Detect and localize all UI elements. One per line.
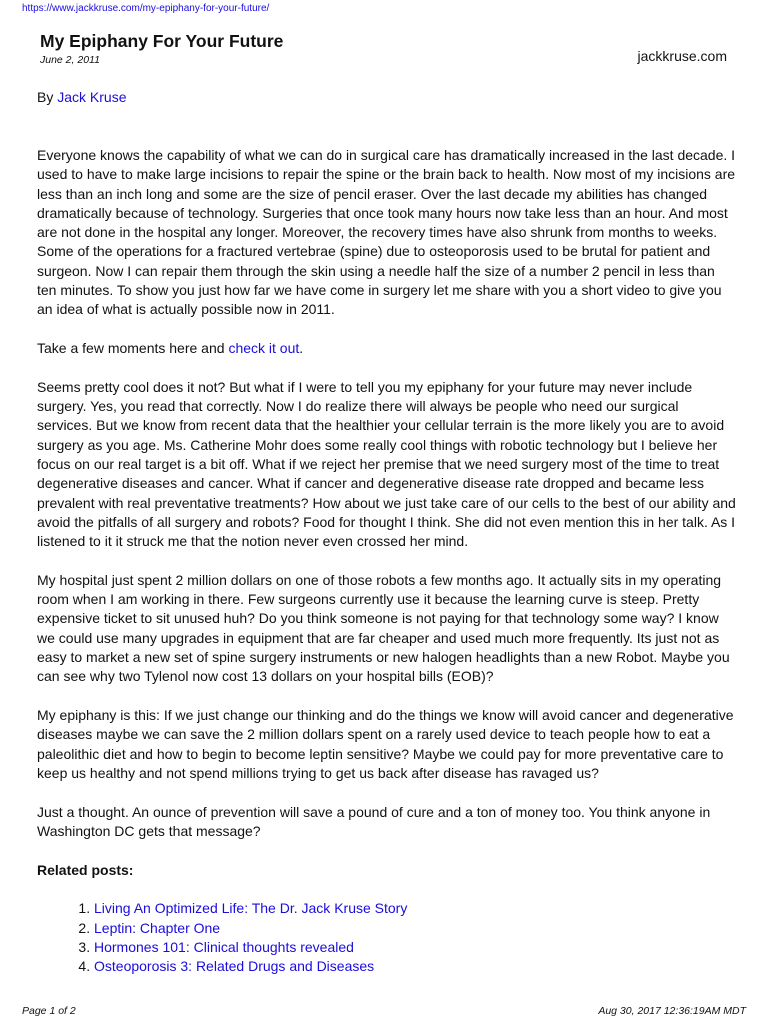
related-post-link[interactable]: Osteoporosis 3: Related Drugs and Diseases: [94, 958, 375, 975]
paragraph-2-end: .: [299, 340, 304, 357]
paragraph-3: Seems pretty cool does it not? But what if I were to tell you my epiphany for your future may never include surgery. Yes, you read that correctly. Now I do realize there will always be people who need our surgical services. But we know from recent data that the healthier your cellular terrain is the more likely you are to avoid surgery as you age. Ms. Catherine Mohr does some really cool things with robotic technology but I believe her focus on our real target is a bit off. What if we reject her premise that we need surgery most of the time to treat degenerative diseases and cancer. What if cancer and degenerative disease rate dropped and became less prevalent with real preventative treatments? How about we just take care of our cells to the best of our ability and avoid the pitfalls of all surgery and robots? Food for thought I think. She did not even mention this in her talk. As I listened to it it struck me that the notion never even crossed her mind.: [37, 378, 736, 550]
article-title: My Epiphany For Your Future: [40, 31, 284, 51]
article-body: [37, 146, 737, 976]
related-post-item: [94, 899, 737, 918]
site-name: jackkruse.com: [637, 48, 727, 64]
paragraph-4: My hospital just spent 2 million dollars on one of those robots a few months ago. It actually sits in my operating room when I am working in there. Few surgeons currently use it because the learning curve is steep. Pretty expensive ticket to sit unused huh? Do you think someone is not paying for that technology some way? I know we could use many upgrades in equipment that are far cheaper and used much more frequently. Its just not as easy to market a new set of spine surgery instruments or new halogen headlights than a new Robot. Maybe you can see why two Tylenol now cost 13 dollars on your hospital bills (EOB)?: [37, 571, 730, 685]
byline-prefix: By: [37, 89, 58, 105]
print-timestamp: Aug 30, 2017 12:36:19AM MDT: [598, 1005, 746, 1017]
related-post-item: [94, 919, 737, 938]
related-post-link[interactable]: Leptin: Chapter One: [94, 919, 221, 936]
paragraph-1: Everyone knows the capability of what we can do in surgical care has dramatically increased in the last decade. I used to have to make large incisions to repair the spine or the brain back to health. Now most of my incisions are less than an inch long and some are the size of pencil eraser. Over the last decade my abilities has changed dramatically because of technology. Surgeries that once took many hours now take less than an hour. And most are not done in the hospital any longer. Moreover, the recovery times have also shrunk from months to weeks. Some of the operations for a fractured vertebrae (spine) due to osteoporosis used to be brutal for patient and surgeon. Now I can repair them through the skin using a needle half the size of a number 2 pencil in less than ten minutes. To show you just how far we have come in surgery let me share with you a short video to give you an idea of what is actually possible now in 2011.: [37, 147, 736, 318]
related-post-link[interactable]: Living An Optimized Life: The Dr. Jack Kruse Story: [94, 900, 408, 917]
article-date: June 2, 2011: [40, 54, 100, 66]
related-posts-list: [37, 899, 737, 976]
byline: [37, 88, 126, 106]
page-url[interactable]: https://www.jackkruse.com/my-epiphany-for-your-future/: [22, 3, 270, 14]
related-post-item: [94, 938, 737, 957]
check-it-out-link[interactable]: check it out: [228, 340, 300, 357]
related-post-link[interactable]: Hormones 101: Clinical thoughts revealed: [94, 938, 354, 955]
related-posts-heading: Related posts:: [37, 861, 134, 878]
page-number: Page 1 of 2: [22, 1005, 76, 1017]
related-post-item: [94, 957, 737, 976]
paragraph-2: [37, 339, 737, 358]
paragraph-6: Just a thought. An ounce of prevention will save a pound of cure and a ton of money too. You think anyone in Washington DC gets that message?: [37, 803, 711, 839]
paragraph-2-text: Take a few moments here and: [37, 340, 229, 357]
author-link[interactable]: Jack Kruse: [57, 89, 127, 105]
paragraph-5: My epiphany is this: If we just change our thinking and do the things we know will avoid cancer and degenerative diseases maybe we can save the 2 million dollars spent on a rarely used device to teach people how to eat a paleolithic diet and how to begin to become leptin sensitive? Maybe we could pay for more preventative care to keep us healthy and not spend millions trying to get us back after disease has ravaged us?: [37, 706, 734, 781]
